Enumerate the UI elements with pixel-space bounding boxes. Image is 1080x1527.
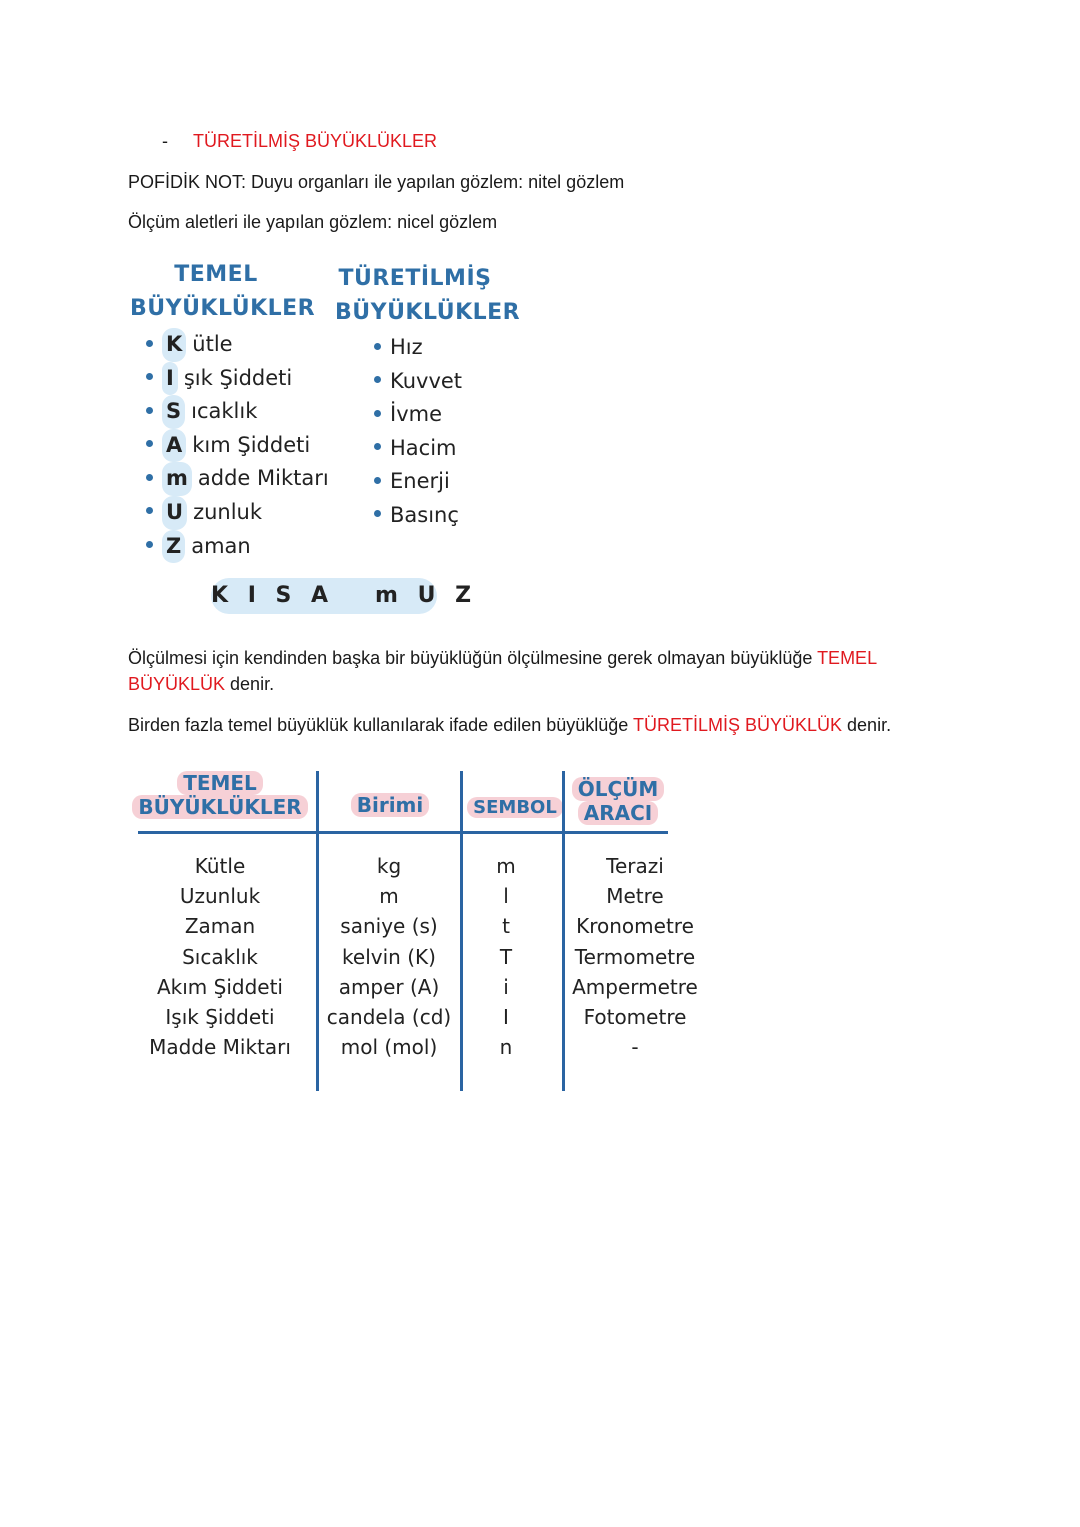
item-text: Hacim (390, 435, 457, 460)
quantities-figure (130, 258, 530, 618)
note-line-1: POFİDİK NOT: Duyu organları ile yapılan gözlem: nitel gözlem (128, 172, 625, 192)
header-text: ÖLÇÜM (572, 777, 665, 801)
temel-title-1: TEMEL (174, 262, 258, 287)
temel-list (146, 328, 329, 563)
list-item (374, 398, 462, 432)
table-cell: kg (376, 854, 402, 878)
header-text: ARACI (578, 801, 658, 825)
table-cell: amper (A) (338, 974, 440, 999)
mnemonic-text: K I S A m U Z (211, 583, 478, 608)
list-item (146, 429, 329, 463)
initial-letter: m (162, 462, 192, 496)
heading-dash: - (162, 131, 168, 151)
table-cell: Akım Şiddeti (156, 974, 283, 999)
list-item (146, 395, 329, 429)
table-cell: Terazi (606, 854, 664, 878)
table-cell: kelvin (K) (342, 944, 436, 969)
item-text: Kuvvet (390, 368, 463, 393)
quantity-column (130, 851, 310, 1062)
bullet-icon (374, 410, 381, 417)
bullet-icon (374, 443, 381, 450)
table-cell: Metre (606, 884, 664, 909)
initial-letter: K (162, 328, 186, 362)
table-cell: Fotometre (583, 1005, 687, 1030)
definition-temel (128, 645, 948, 697)
highlight-term: BÜYÜKLÜK (128, 674, 226, 694)
bullet-icon (146, 373, 153, 380)
table-cell: l (503, 884, 509, 909)
item-rest: adde Miktarı (197, 466, 329, 491)
tool-column (570, 851, 700, 1062)
item-rest: aman (191, 533, 251, 558)
table-cell: m (496, 854, 516, 878)
highlight-term: TEMEL (817, 648, 878, 668)
definition-turetilmis (128, 712, 988, 738)
table-cell: mol (mol) (340, 1035, 438, 1060)
list-item (146, 462, 329, 496)
item-rest: şık Şiddeti (183, 365, 293, 390)
header-sembol (466, 796, 564, 820)
table-cell: I (503, 1005, 509, 1030)
table-cell: Uzunluk (179, 884, 261, 909)
column-divider (316, 771, 319, 1091)
bullet-icon (146, 440, 153, 447)
table-cell: Zaman (184, 914, 256, 939)
section-title: TÜRETİLMİŞ BÜYÜKLÜKLER (193, 131, 438, 151)
item-rest: zunluk (193, 499, 263, 524)
initial-letter: U (162, 496, 187, 530)
list-item (374, 432, 462, 466)
units-table (130, 765, 710, 1095)
temel-title-2: BÜYÜKLÜKLER (130, 296, 316, 321)
list-item (146, 362, 329, 396)
bullet-icon (146, 541, 153, 548)
initial-letter: I (162, 362, 178, 396)
table-cell: T (499, 944, 513, 969)
note-line-2: Ölçüm aletleri ile yapılan gözlem: nicel gözlem (128, 212, 498, 232)
item-rest: ıcaklık (191, 399, 258, 424)
list-item (374, 465, 462, 499)
column-divider (562, 771, 565, 1091)
bullet-icon (374, 510, 381, 517)
table-cell: i (503, 974, 509, 999)
bullet-icon (374, 376, 381, 383)
mnemonic-pill (211, 578, 478, 614)
header-text: TEMEL (177, 771, 263, 795)
header-temel (130, 771, 310, 819)
bullet-icon (374, 477, 381, 484)
table-cell: Ampermetre (572, 974, 698, 999)
header-birimi (320, 793, 460, 817)
item-text: Basınç (390, 502, 459, 527)
definition-text: denir. (225, 674, 275, 694)
table-cell: Madde Miktarı (149, 1035, 291, 1060)
bullet-icon (146, 474, 153, 481)
table-cell: Termometre (574, 944, 696, 969)
table-cell: candela (cd) (326, 1005, 452, 1030)
bullet-icon (146, 340, 153, 347)
symbol-column (466, 851, 546, 1062)
table-cell: Işık Şiddeti (165, 1005, 275, 1030)
definition-text: Ölçülmesi için kendinden başka bir büyüklüğün ölçülmesine gerek olmayan büyüklüğe (128, 648, 818, 668)
header-olcum-araci (568, 777, 668, 825)
list-item (146, 328, 329, 362)
initial-letter: A (162, 429, 186, 463)
bullet-icon (374, 343, 381, 350)
item-text: Enerji (390, 469, 450, 494)
header-text: SEMBOL (467, 797, 563, 818)
column-divider (460, 771, 463, 1091)
header-text: BÜYÜKLÜKLER (132, 795, 307, 819)
list-item (374, 365, 462, 399)
turetilmis-list (374, 331, 462, 533)
table-cell: - (631, 1035, 639, 1060)
table-cell: t (502, 914, 510, 939)
table-cell: m (379, 884, 399, 909)
bullet-icon (146, 507, 153, 514)
definition-text: denir. (842, 715, 892, 735)
initial-letter: Z (162, 530, 185, 564)
item-rest: ütle (192, 332, 233, 356)
highlight-term: TÜRETİLMİŞ BÜYÜKLÜK (632, 715, 843, 735)
unit-column (322, 851, 456, 1062)
item-rest: kım Şiddeti (192, 432, 311, 457)
list-item (374, 499, 462, 533)
initial-letter: S (162, 395, 185, 429)
header-text: Birimi (351, 793, 430, 817)
table-cell: Kronometre (576, 914, 694, 939)
item-text: İvme (390, 402, 442, 427)
turetilmis-title-1: TÜRETİLMİŞ (338, 266, 492, 291)
table-cell: n (499, 1035, 513, 1060)
table-cell: Sıcaklık (182, 944, 258, 969)
list-item (146, 530, 329, 564)
header-underline (138, 831, 668, 834)
table-cell: Kütle (194, 854, 246, 878)
list-item (374, 331, 462, 365)
item-text: Hız (390, 335, 423, 359)
turetilmis-title-2: BÜYÜKLÜKLER (335, 300, 521, 325)
list-item (146, 496, 329, 530)
table-cell: saniye (s) (340, 914, 438, 939)
definition-text: Birden fazla temel büyüklük kullanılarak ifade edilen büyüklüğe (128, 715, 633, 735)
bullet-icon (146, 407, 153, 414)
